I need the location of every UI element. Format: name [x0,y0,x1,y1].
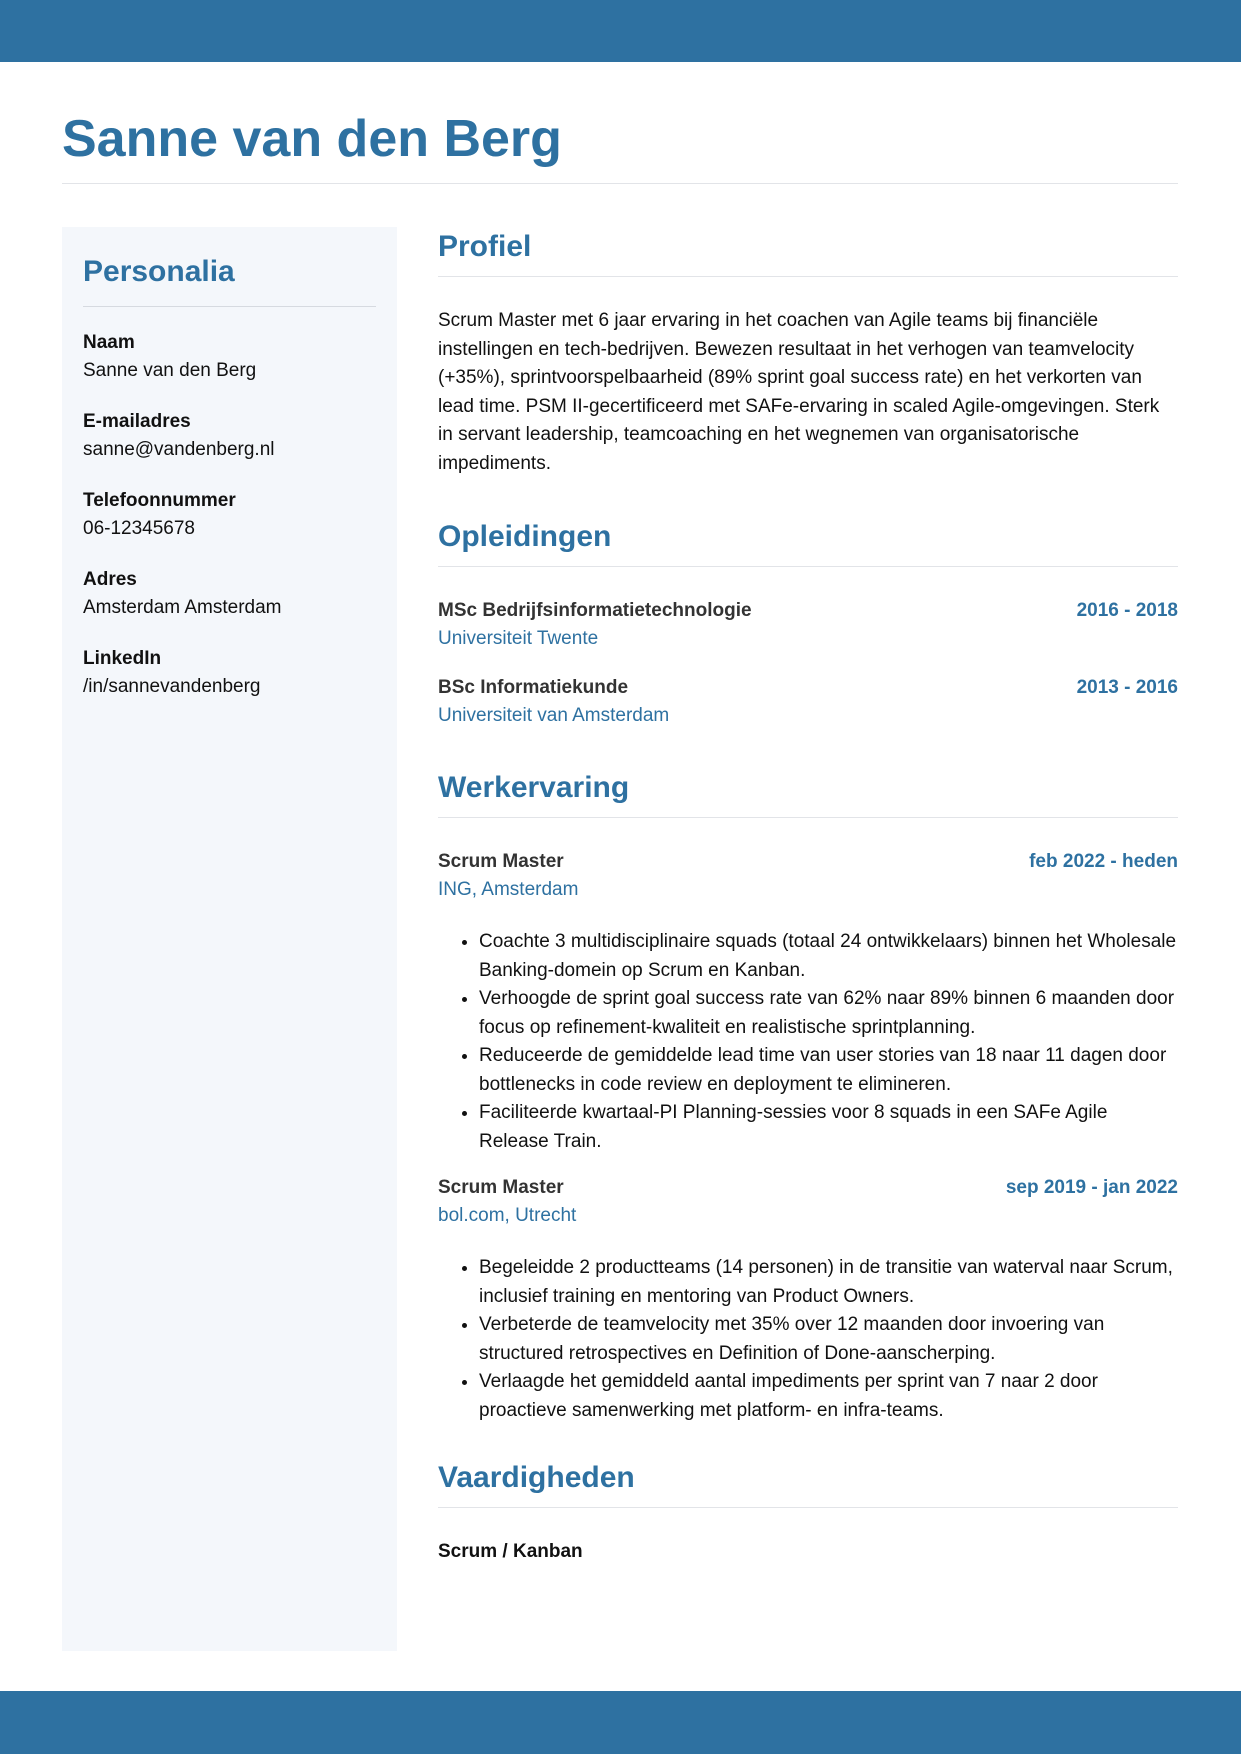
entry-header [438,1174,1178,1202]
profile-text: Scrum Master met 6 jaar ervaring in het coachen van Agile teams bij financiële instellingen en tech-bedrijven. Bewezen resultaat in het verhogen van teamvelocity (+35%), sprintvoorspelbaarheid (89% sprint goal success rate) en het verkorten van lead time. PSM II-gecertificeerd met SAFe-ervaring in scaled Agile-omgevingen. Sterk in servant leadership, teamcoaching en het wegnemen van organisatorische impediments. [438,310,1160,474]
job-achievements [438,1254,1178,1425]
skills-section [438,1453,1178,1566]
entry-header [438,674,1178,702]
job-role: Scrum Master [438,851,564,872]
job-period: sep 2019 - jan 2022 [1005,1177,1178,1198]
job-company: ING, Amsterdam [438,879,579,900]
job-role: Scrum Master [438,1177,564,1198]
education-period: 2016 - 2018 [1076,600,1178,621]
education-period: 2013 - 2016 [1076,677,1178,698]
personalia-heading: Personalia [83,255,235,288]
section-divider [438,817,1178,818]
list-item: • Coachte 3 multidisciplinaire squads (totaal 24 ontwikkelaars) binnen het Wholesale Banking-domein op Scrum en Kanban. [479,928,1178,985]
education-entry [438,597,1178,653]
bottom-banner [0,1691,1241,1754]
experience-heading: Werkervaring [438,771,630,804]
education-heading: Opleidingen [438,520,612,553]
entry-header [438,597,1178,625]
job-achievements [438,928,1178,1156]
profile-section [438,222,1178,478]
list-item: • Begeleidde 2 productteams (14 personen) in de transitie van waterval naar Scrum, inclusief training en mentoring van Product Owners. [479,1254,1178,1311]
section-divider [438,276,1178,277]
profile-heading: Profiel [438,230,532,263]
personal-label: LinkedIn [83,648,162,669]
list-item: • Reduceerde de gemiddelde lead time van user stories van 18 naar 11 dagen door bottlenecks in code review en deployment te elimineren. [479,1042,1178,1099]
candidate-name: Sanne van den Berg [62,110,562,168]
personal-item-address [83,566,376,622]
entry-header [438,848,1178,876]
degree-title: MSc Bedrijfsinformatietechnologie [438,600,752,621]
school-name: Universiteit Twente [438,628,599,649]
header-divider [62,183,1178,184]
job-period: feb 2022 - heden [1029,851,1178,872]
skills-heading: Vaardigheden [438,1461,635,1494]
school-name: Universiteit van Amsterdam [438,705,670,726]
personal-label: Adres [83,569,137,590]
personal-value: sanne@vandenberg.nl [83,439,275,460]
job-company: bol.com, Utrecht [438,1205,577,1226]
degree-title: BSc Informatiekunde [438,677,629,698]
personal-label: E-mailadres [83,411,191,432]
education-entry [438,674,1178,730]
personal-value: Sanne van den Berg [83,360,257,381]
education-section [438,512,1178,763]
main-content [438,222,1178,1566]
personal-item-email [83,408,376,464]
personal-label: Telefoonnummer [83,490,236,511]
personalia-divider [83,306,376,307]
list-item: • Verhoogde de sprint goal success rate van 62% naar 89% binnen 6 maanden door focus op refinement-kwaliteit en realistische sprintplanning. [479,985,1178,1042]
personal-value: Amsterdam Amsterdam [83,597,282,618]
list-item: • Verlaagde het gemiddeld aantal impediments per sprint van 7 naar 2 door proactieve samenwerking met platform- en infra-teams. [479,1368,1178,1425]
personal-value: 06-12345678 [83,518,195,539]
top-banner [0,0,1241,62]
personalia-sidebar [62,227,397,1651]
section-divider [438,1507,1178,1508]
personal-value: /in/sannevandenberg [83,676,261,697]
job-entry [438,848,1178,1156]
personal-label: Naam [83,332,135,353]
job-entry [438,1174,1178,1425]
personal-item-phone [83,487,376,543]
skill-item: Scrum / Kanban [438,1541,583,1562]
personal-item-name [83,329,376,385]
personal-item-linkedin [83,645,376,701]
section-divider [438,566,1178,567]
experience-section [438,763,1178,1453]
list-item: • Faciliteerde kwartaal-PI Planning-sessies voor 8 squads in een SAFe Agile Release Train. [479,1099,1178,1156]
list-item: • Verbeterde de teamvelocity met 35% over 12 maanden door invoering van structured retrospectives en Definition of Done-aanscherping. [479,1311,1178,1368]
